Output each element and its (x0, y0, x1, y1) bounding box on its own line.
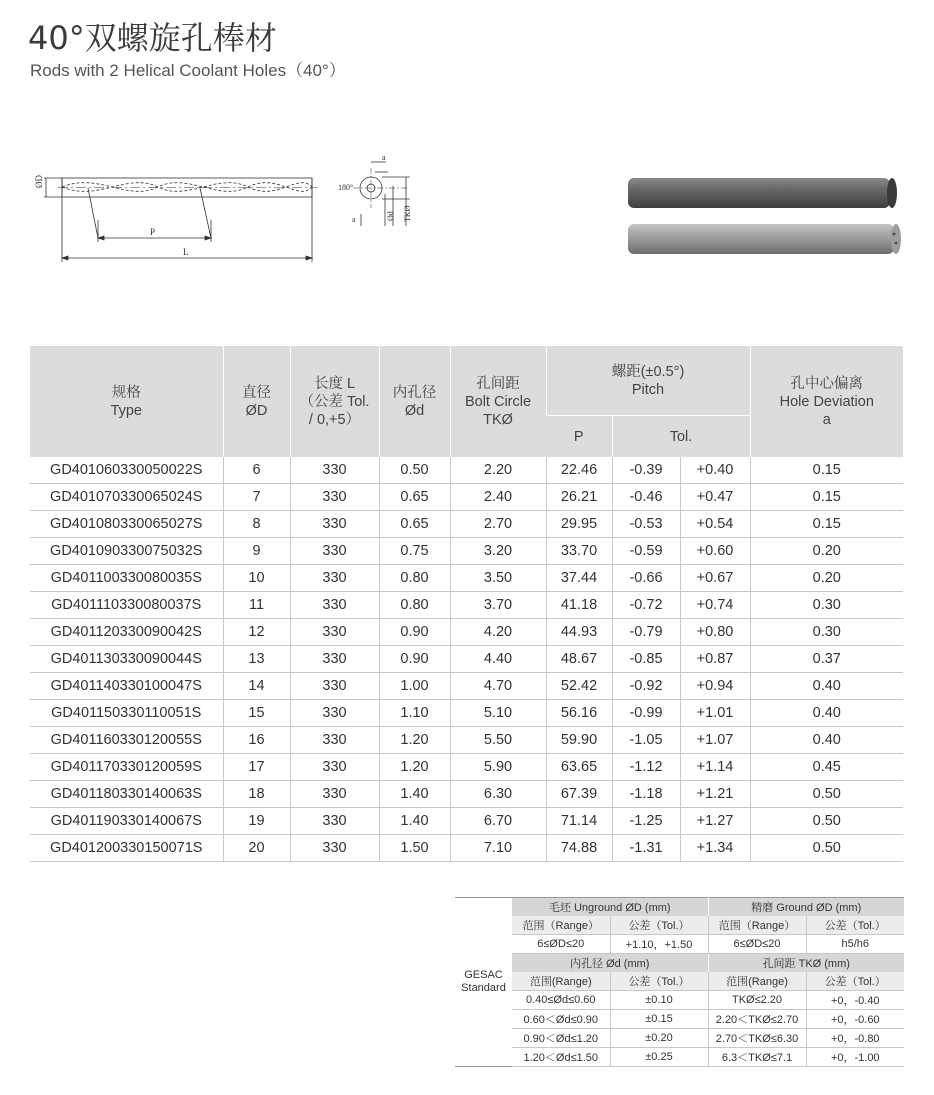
cell-length: 330 (290, 484, 379, 511)
cell-deviation: 0.20 (750, 538, 903, 565)
standard-label: GESAC Standard (455, 897, 512, 1067)
standard-cell: +0，-0.40 (806, 991, 904, 1010)
cell-hole: 1.20 (379, 727, 450, 754)
cell-type: GD401120330090042S (30, 619, 223, 646)
d-label: Ød (386, 211, 395, 221)
col-tk: 孔间距 Bolt Circle TKØ (450, 346, 546, 457)
cell-od: 11 (223, 592, 290, 619)
cell-pitch-p: 26.21 (546, 484, 612, 511)
standard-cell: 0.60＜Ød≤0.90 (512, 1010, 610, 1029)
standard-cell: TKØ≤2.20 (708, 991, 806, 1010)
od-tol-cell: +1.10，+1.50 (610, 935, 708, 954)
rod-photo (620, 170, 910, 260)
cell-pitch-p: 71.14 (546, 808, 612, 835)
table-row (30, 619, 903, 646)
cell-tk: 5.10 (450, 700, 546, 727)
unground-rod (628, 224, 894, 254)
cell-deviation: 0.15 (750, 457, 903, 484)
cell-tk: 5.90 (450, 754, 546, 781)
cell-tk: 6.70 (450, 808, 546, 835)
cell-length: 330 (290, 727, 379, 754)
cell-deviation: 0.20 (750, 565, 903, 592)
cell-tol-plus: +0.47 (680, 484, 750, 511)
cell-tk: 2.70 (450, 511, 546, 538)
cell-pitch-p: 59.90 (546, 727, 612, 754)
cell-pitch-p: 37.44 (546, 565, 612, 592)
standard-cell: +0，-0.80 (806, 1029, 904, 1048)
cell-hole: 1.50 (379, 835, 450, 862)
cell-tk: 4.20 (450, 619, 546, 646)
cell-length: 330 (290, 673, 379, 700)
cell-od: 10 (223, 565, 290, 592)
cell-tol-plus: +0.67 (680, 565, 750, 592)
table-row (30, 835, 903, 862)
cell-length: 330 (290, 565, 379, 592)
cell-tk: 2.20 (450, 457, 546, 484)
technical-drawing (28, 150, 428, 270)
cell-type: GD401080330065027S (30, 511, 223, 538)
range-header: 范围(Range) (708, 972, 806, 991)
cell-length: 330 (290, 457, 379, 484)
od-range-cell: 6≤ØD≤20 (708, 935, 806, 954)
cell-type: GD401090330075032S (30, 538, 223, 565)
cell-tk: 2.40 (450, 484, 546, 511)
cell-tol-minus: -1.31 (612, 835, 680, 862)
standard-cell: 0.40≤Ød≤0.60 (512, 991, 610, 1010)
cell-deviation: 0.30 (750, 619, 903, 646)
cell-tol-plus: +0.94 (680, 673, 750, 700)
standard-row (512, 991, 904, 1010)
cell-deviation: 0.15 (750, 511, 903, 538)
cell-tol-minus: -0.53 (612, 511, 680, 538)
cell-type: GD401200330150071S (30, 835, 223, 862)
cell-tk: 4.40 (450, 646, 546, 673)
cell-tol-plus: +1.01 (680, 700, 750, 727)
cell-od: 16 (223, 727, 290, 754)
a-label-top: a (382, 153, 386, 162)
cell-od: 20 (223, 835, 290, 862)
cell-deviation: 0.50 (750, 808, 903, 835)
cell-pitch-p: 63.65 (546, 754, 612, 781)
cell-hole: 0.75 (379, 538, 450, 565)
cell-tol-plus: +0.74 (680, 592, 750, 619)
cell-pitch-p: 22.46 (546, 457, 612, 484)
col-hole: 内孔径 Ød (379, 346, 450, 457)
cell-length: 330 (290, 781, 379, 808)
tol-header: 公差（Tol.） (806, 916, 904, 935)
cell-tk: 5.50 (450, 727, 546, 754)
table-row (30, 457, 903, 484)
cell-tol-minus: -1.12 (612, 754, 680, 781)
od-tol-cell: h5/h6 (806, 935, 904, 954)
l-label: L (183, 247, 189, 257)
cell-tk: 6.30 (450, 781, 546, 808)
cell-pitch-p: 33.70 (546, 538, 612, 565)
cell-pitch-p: 67.39 (546, 781, 612, 808)
od-label: ØD (34, 175, 44, 188)
cell-hole: 0.90 (379, 619, 450, 646)
od-range-cell: 6≤ØD≤20 (512, 935, 610, 954)
col-p: P (546, 416, 612, 458)
table-row (30, 808, 903, 835)
cell-deviation: 0.40 (750, 727, 903, 754)
cell-pitch-p: 52.42 (546, 673, 612, 700)
cell-od: 19 (223, 808, 290, 835)
table-row (30, 700, 903, 727)
cell-deviation: 0.50 (750, 781, 903, 808)
cell-od: 17 (223, 754, 290, 781)
table-row (30, 565, 903, 592)
cell-pitch-p: 44.93 (546, 619, 612, 646)
col-type: 规格 Type (30, 346, 223, 457)
spec-table (30, 346, 903, 862)
angle-label: 180° (338, 183, 354, 192)
cell-tk: 4.70 (450, 673, 546, 700)
cell-tol-minus: -0.85 (612, 646, 680, 673)
cell-tol-plus: +1.14 (680, 754, 750, 781)
cell-tol-plus: +1.07 (680, 727, 750, 754)
cell-length: 330 (290, 646, 379, 673)
cell-tol-minus: -0.39 (612, 457, 680, 484)
cell-deviation: 0.50 (750, 835, 903, 862)
cell-deviation: 0.15 (750, 484, 903, 511)
cell-pitch-p: 29.95 (546, 511, 612, 538)
cell-od: 15 (223, 700, 290, 727)
table-row (30, 754, 903, 781)
cell-tk: 3.70 (450, 592, 546, 619)
cell-tol-minus: -0.92 (612, 673, 680, 700)
standard-table (512, 897, 904, 1067)
standard-cell: 1.20＜Ød≤1.50 (512, 1048, 610, 1067)
cell-hole: 0.65 (379, 484, 450, 511)
cell-type: GD401100330080035S (30, 565, 223, 592)
cell-tol-minus: -1.05 (612, 727, 680, 754)
cell-type: GD401140330100047S (30, 673, 223, 700)
cell-length: 330 (290, 511, 379, 538)
cell-deviation: 0.40 (750, 673, 903, 700)
cell-pitch-p: 48.67 (546, 646, 612, 673)
cell-type: GD401060330050022S (30, 457, 223, 484)
cell-tol-minus: -1.25 (612, 808, 680, 835)
standard-cell: ±0.20 (610, 1029, 708, 1048)
standard-cell: ±0.10 (610, 991, 708, 1010)
cell-hole: 0.80 (379, 592, 450, 619)
table-row (30, 538, 903, 565)
cell-tol-plus: +0.87 (680, 646, 750, 673)
cell-length: 330 (290, 538, 379, 565)
col-deviation: 孔中心偏离 Hole Deviation a (750, 346, 903, 457)
hole-header: 内孔径 Ød (mm) (512, 954, 708, 973)
standard-row (512, 1010, 904, 1029)
cell-tk: 3.20 (450, 538, 546, 565)
standard-cell: 6.3＜TKØ≤7.1 (708, 1048, 806, 1067)
cell-tk: 3.50 (450, 565, 546, 592)
page-subtitle: Rods with 2 Helical Coolant Holes（40°） (30, 61, 346, 80)
cell-tol-minus: -1.18 (612, 781, 680, 808)
standard-row (512, 1048, 904, 1067)
standard-cell: +0，-1.00 (806, 1048, 904, 1067)
cell-hole: 0.50 (379, 457, 450, 484)
standard-row (512, 1029, 904, 1048)
cell-type: GD401170330120059S (30, 754, 223, 781)
cell-length: 330 (290, 754, 379, 781)
col-od: 直径 ØD (223, 346, 290, 457)
cell-tol-minus: -0.46 (612, 484, 680, 511)
cell-deviation: 0.30 (750, 592, 903, 619)
cell-od: 12 (223, 619, 290, 646)
table-row (30, 484, 903, 511)
cell-type: GD401150330110051S (30, 700, 223, 727)
standard-cell: 0.90＜Ød≤1.20 (512, 1029, 610, 1048)
cell-od: 8 (223, 511, 290, 538)
cell-deviation: 0.40 (750, 700, 903, 727)
table-row (30, 727, 903, 754)
cell-pitch-p: 56.16 (546, 700, 612, 727)
table-row (30, 673, 903, 700)
tk-label: TKØ (403, 205, 412, 222)
cell-hole: 1.40 (379, 808, 450, 835)
unground-header: 毛坯 Unground ØD (mm) (512, 898, 708, 917)
standard-cell: 2.20＜TKØ≤2.70 (708, 1010, 806, 1029)
cell-tol-plus: +0.80 (680, 619, 750, 646)
cell-hole: 1.20 (379, 754, 450, 781)
cell-tol-minus: -0.66 (612, 565, 680, 592)
cell-tol-plus: +0.60 (680, 538, 750, 565)
ground-header: 精磨 Ground ØD (mm) (708, 898, 904, 917)
cell-type: GD401070330065024S (30, 484, 223, 511)
cell-tk: 7.10 (450, 835, 546, 862)
tk-header: 孔间距 TKØ (mm) (708, 954, 904, 973)
cell-length: 330 (290, 700, 379, 727)
cell-type: GD401160330120055S (30, 727, 223, 754)
cell-od: 6 (223, 457, 290, 484)
tol-header: 公差（Tol.） (610, 916, 708, 935)
cell-od: 13 (223, 646, 290, 673)
cell-hole: 0.80 (379, 565, 450, 592)
standard-cell: ±0.25 (610, 1048, 708, 1067)
cell-deviation: 0.37 (750, 646, 903, 673)
cell-length: 330 (290, 592, 379, 619)
cell-tol-minus: -0.99 (612, 700, 680, 727)
cell-tol-minus: -0.79 (612, 619, 680, 646)
cell-type: GD401180330140063S (30, 781, 223, 808)
tol-header: 公差（Tol.） (610, 972, 708, 991)
standard-cell: ±0.15 (610, 1010, 708, 1029)
col-pitch: 螺距(±0.5°) Pitch (546, 346, 750, 416)
cell-deviation: 0.45 (750, 754, 903, 781)
cell-hole: 1.40 (379, 781, 450, 808)
cell-od: 18 (223, 781, 290, 808)
table-row (30, 511, 903, 538)
cell-hole: 1.00 (379, 673, 450, 700)
standard-cell: 2.70＜TKØ≤6.30 (708, 1029, 806, 1048)
cell-od: 7 (223, 484, 290, 511)
a-label-bottom: a (352, 215, 356, 224)
table-row (30, 781, 903, 808)
range-header: 范围（Range） (512, 916, 610, 935)
cell-type: GD401130330090044S (30, 646, 223, 673)
cell-length: 330 (290, 835, 379, 862)
cell-pitch-p: 74.88 (546, 835, 612, 862)
cell-hole: 0.90 (379, 646, 450, 673)
cell-length: 330 (290, 619, 379, 646)
range-header: 范围(Range) (512, 972, 610, 991)
cell-length: 330 (290, 808, 379, 835)
page-title: 40°双螺旋孔棒材 (28, 19, 277, 57)
standard-cell: +0，-0.60 (806, 1010, 904, 1029)
cell-tol-plus: +1.34 (680, 835, 750, 862)
col-length: 长度 L （公差 Tol. / 0,+5） (290, 346, 379, 457)
cell-pitch-p: 41.18 (546, 592, 612, 619)
cell-tol-plus: +0.54 (680, 511, 750, 538)
cell-tol-plus: +0.40 (680, 457, 750, 484)
range-header: 范围（Range） (708, 916, 806, 935)
cell-type: GD401110330080037S (30, 592, 223, 619)
cell-tol-minus: -0.72 (612, 592, 680, 619)
table-row (30, 592, 903, 619)
cell-od: 14 (223, 673, 290, 700)
cell-tol-plus: +1.21 (680, 781, 750, 808)
cell-tol-plus: +1.27 (680, 808, 750, 835)
tol-header: 公差（Tol.） (806, 972, 904, 991)
cell-hole: 1.10 (379, 700, 450, 727)
p-label: P (150, 227, 156, 237)
col-tol: Tol. (612, 416, 750, 458)
cell-tol-minus: -0.59 (612, 538, 680, 565)
cell-od: 9 (223, 538, 290, 565)
cell-type: GD401190330140067S (30, 808, 223, 835)
table-row (30, 646, 903, 673)
cell-hole: 0.65 (379, 511, 450, 538)
